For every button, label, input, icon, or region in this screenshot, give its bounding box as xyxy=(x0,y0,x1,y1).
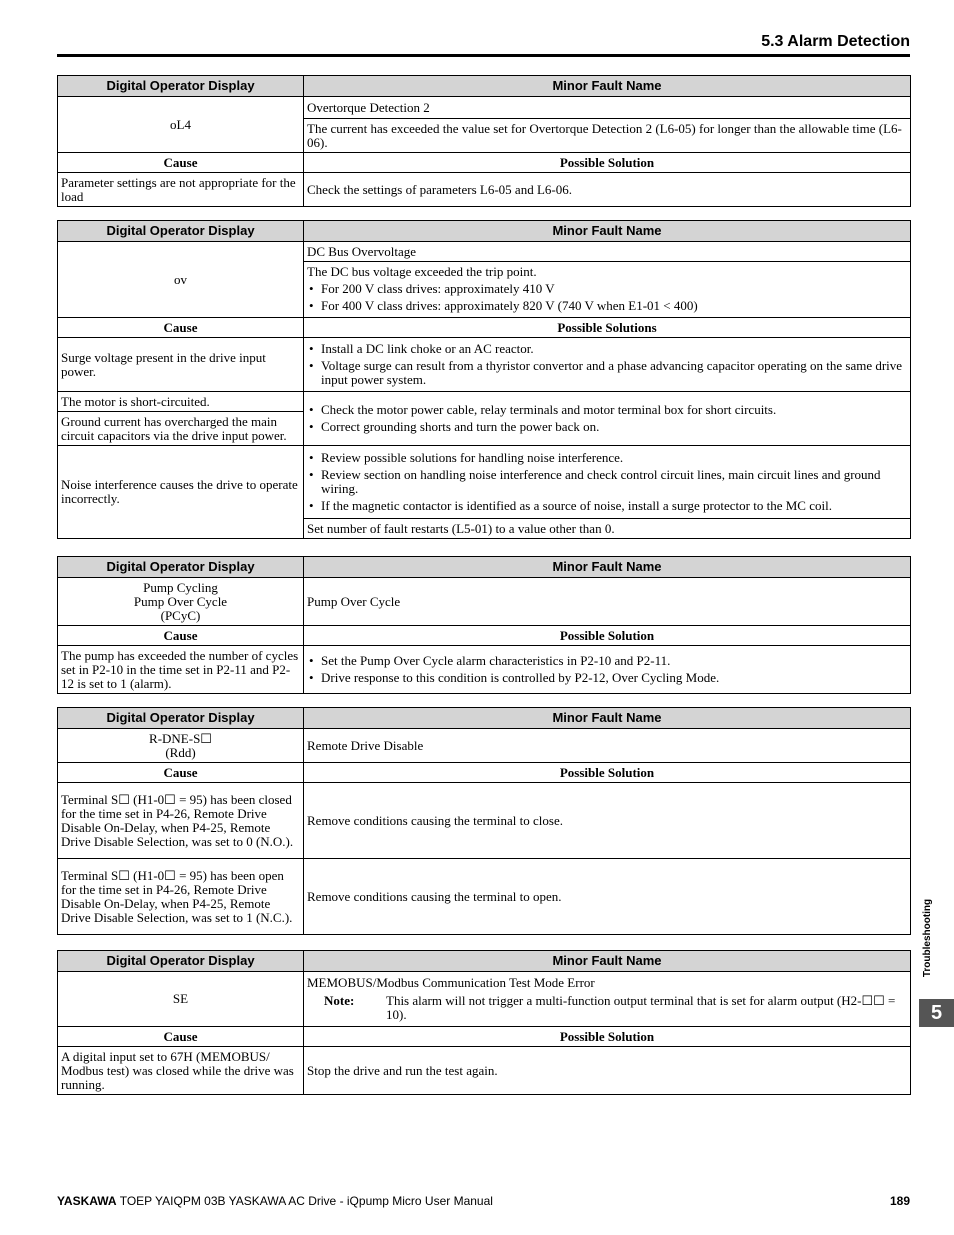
page-number: 189 xyxy=(889,1194,910,1208)
rdd-cause-open: Terminal S☐ (H1-0☐ = 95) has been open for the time set in P4-26, Remote Drive Disable On-Delay, when P4-25, Remote Drive Disable Selection, was set to 1 (N.C.). xyxy=(58,859,304,935)
se-fault-table xyxy=(57,950,911,1095)
pcyc-fault-table xyxy=(57,556,911,694)
pcyc-display-line-1: Pump Cycling xyxy=(143,579,218,595)
note-label: Note: xyxy=(324,993,355,1008)
pcyc-cause: The pump has exceeded the number of cycles set in P2-10 in the time set in P2-11 and P2-12 is set to 1 (alarm). xyxy=(58,646,304,694)
list-item: • If the magnetic contactor is identified as a source of noise, install a surge protector to the MC coil. xyxy=(307,499,907,513)
ov-solution-restarts: Set number of fault restarts (L5-01) to a value other than 0. xyxy=(304,519,911,539)
list-item: • Drive response to this condition is controlled by P2-12, Over Cycling Mode. xyxy=(307,671,907,685)
cause-header: Cause xyxy=(58,153,304,173)
display-column-header: Digital Operator Display xyxy=(58,221,304,242)
rdd-fault-table xyxy=(57,707,911,935)
ov-cause-ground-current: Ground current has overcharged the main circuit capacitors via the drive input power. xyxy=(58,412,304,446)
se-fault-name-cell xyxy=(304,972,911,1027)
ol4-display-code: oL4 xyxy=(58,97,304,153)
solution-header: Possible Solution xyxy=(304,626,911,646)
footer-manual-title: TOEP YAIQPM 03B YASKAWA AC Drive - iQpump Micro User Manual xyxy=(119,1194,493,1208)
rdd-cause-closed: Terminal S☐ (H1-0☐ = 95) has been closed for the time set in P4-26, Remote Drive Disable On-Delay, when P4-25, Remote Drive Disable Selection, was set to 0 (N.O.). xyxy=(58,783,304,859)
se-solution: Stop the drive and run the test again. xyxy=(304,1047,911,1095)
display-column-header: Digital Operator Display xyxy=(58,557,304,578)
ol4-fault-description: The current has exceeded the value set for Overtorque Detection 2 (L6-05) for longer than the allowable time (L6-06). xyxy=(304,119,911,153)
side-tab xyxy=(922,893,936,983)
list-item: • Set the Pump Over Cycle alarm characteristics in P2-10 and P2-11. xyxy=(307,654,907,668)
display-column-header: Digital Operator Display xyxy=(58,708,304,729)
rdd-display-line-2: (Rdd) xyxy=(165,744,196,760)
name-column-header: Minor Fault Name xyxy=(304,951,911,972)
chapter-number-badge: 5 xyxy=(919,999,954,1027)
pcyc-solution xyxy=(304,646,911,694)
name-column-header: Minor Fault Name xyxy=(304,221,911,242)
rdd-display-line-1: R-DNE-S☐ xyxy=(149,730,212,746)
se-note xyxy=(307,994,907,1022)
ov-cause-short-circuit: The motor is short-circuited. xyxy=(58,392,304,412)
rdd-solution-closed: Remove conditions causing the terminal to close. xyxy=(304,783,911,859)
list-item: • For 400 V class drives: approximately 820 V (740 V when E1-01 < 400) xyxy=(307,299,907,313)
ov-solution-noise xyxy=(304,446,911,519)
se-fault-name: MEMOBUS/Modbus Communication Test Mode Error xyxy=(307,975,595,990)
pcyc-solution-list xyxy=(307,654,907,685)
ov-solution-short-circuit-list xyxy=(307,403,907,434)
ol4-fault-table xyxy=(57,75,911,207)
list-item: • Check the motor power cable, relay terminals and motor terminal box for short circuits. xyxy=(307,403,907,417)
ov-solution-surge-list xyxy=(307,342,907,387)
ov-solution-short-circuit xyxy=(304,392,911,446)
display-column-header: Digital Operator Display xyxy=(58,76,304,97)
pcyc-fault-name: Pump Over Cycle xyxy=(304,578,911,626)
ov-fault-description xyxy=(304,262,911,318)
pcyc-display-line-3: (PCyC) xyxy=(160,607,201,623)
cause-header: Cause xyxy=(58,318,304,338)
ov-description-text: The DC bus voltage exceeded the trip point. xyxy=(307,264,537,279)
ov-voltage-list xyxy=(307,282,907,313)
note-text: This alarm will not trigger a multi-function output terminal that is set for alarm output (H2-☐☐ = 10). xyxy=(386,993,896,1022)
display-column-header: Digital Operator Display xyxy=(58,951,304,972)
ov-display-code: ov xyxy=(58,242,304,318)
header-rule xyxy=(57,54,910,57)
solution-header: Possible Solution xyxy=(304,763,911,783)
cause-header: Cause xyxy=(58,626,304,646)
footer xyxy=(57,1194,493,1208)
rdd-fault-name: Remote Drive Disable xyxy=(304,729,911,763)
name-column-header: Minor Fault Name xyxy=(304,76,911,97)
name-column-header: Minor Fault Name xyxy=(304,708,911,729)
se-cause: A digital input set to 67H (MEMOBUS/ Modbus test) was closed while the drive was running. xyxy=(58,1047,304,1095)
rdd-display-code xyxy=(58,729,304,763)
solution-header: Possible Solution xyxy=(304,1027,911,1047)
list-item: • Review possible solutions for handling noise interference. xyxy=(307,451,907,465)
ov-solution-surge xyxy=(304,338,911,392)
list-item: • Voltage surge can result from a thyristor convertor and a phase advancing capacitor operating on the same drive input power system. xyxy=(307,359,907,387)
list-item: • Install a DC link choke or an AC reactor. xyxy=(307,342,907,356)
list-item: • For 200 V class drives: approximately 410 V xyxy=(307,282,907,296)
solutions-header: Possible Solutions xyxy=(304,318,911,338)
ol4-cause: Parameter settings are not appropriate for the load xyxy=(58,173,304,207)
section-title: 5.3 Alarm Detection xyxy=(761,33,910,50)
ov-cause-noise: Noise interference causes the drive to operate incorrectly. xyxy=(58,446,304,539)
side-tab-label: Troubleshooting xyxy=(922,898,933,978)
ov-solution-noise-list xyxy=(307,451,907,513)
cause-header: Cause xyxy=(58,763,304,783)
pcyc-display-code xyxy=(58,578,304,626)
ov-fault-name: DC Bus Overvoltage xyxy=(304,242,911,262)
list-item: • Correct grounding shorts and turn the power back on. xyxy=(307,420,907,434)
list-item: • Review section on handling noise interference and check control circuit lines, main circuit lines and ground wiring. xyxy=(307,468,907,496)
ol4-fault-name: Overtorque Detection 2 xyxy=(304,97,911,119)
pcyc-display-line-2: Pump Over Cycle xyxy=(133,593,228,609)
se-display-code: SE xyxy=(58,972,304,1027)
cause-header: Cause xyxy=(58,1027,304,1047)
ov-cause-surge: Surge voltage present in the drive input power. xyxy=(58,338,304,392)
ol4-solution: Check the settings of parameters L6-05 and L6-06. xyxy=(304,173,911,207)
name-column-header: Minor Fault Name xyxy=(304,557,911,578)
ov-fault-table xyxy=(57,220,911,539)
footer-brand: YASKAWA xyxy=(57,1194,117,1208)
rdd-solution-open: Remove conditions causing the terminal to open. xyxy=(304,859,911,935)
solution-header: Possible Solution xyxy=(304,153,911,173)
